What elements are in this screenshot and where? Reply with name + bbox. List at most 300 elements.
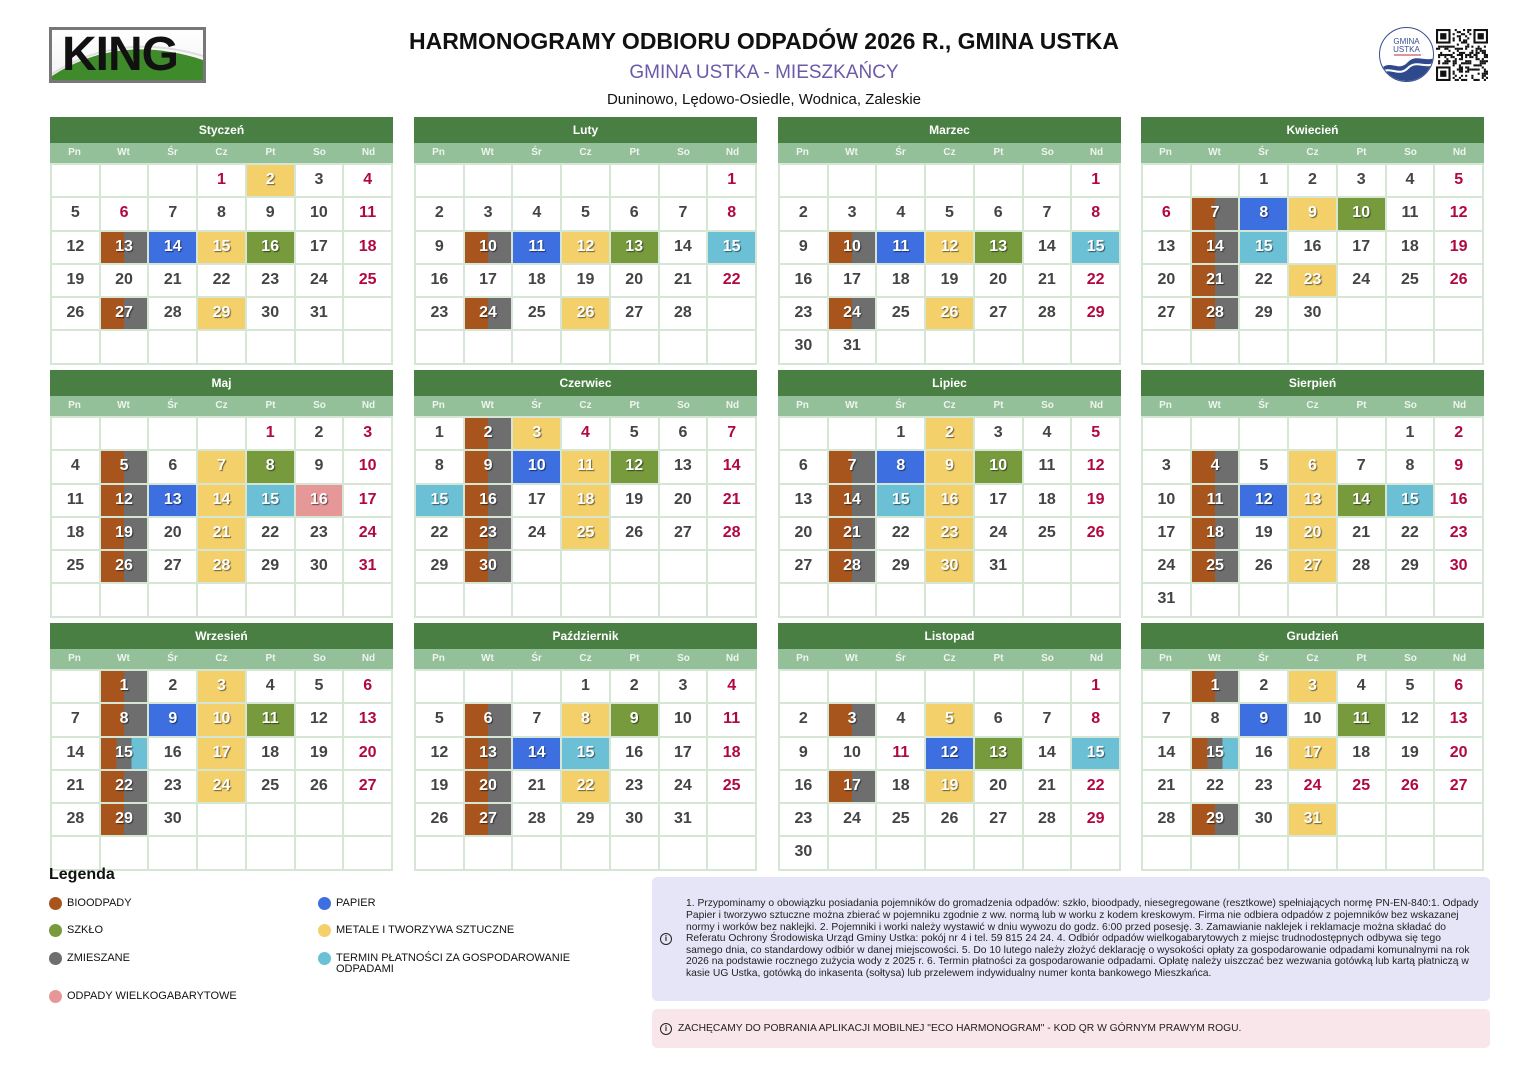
legend-item-plastic <box>318 925 596 937</box>
legend-item-bulky <box>49 991 327 1003</box>
day-cell <box>926 298 973 329</box>
weekday-label: Pt <box>993 653 1004 664</box>
day-cell <box>829 551 876 582</box>
day-number: 31 <box>674 810 692 828</box>
empty-cell <box>1338 298 1385 329</box>
day-cell <box>1289 771 1336 802</box>
weekday-header <box>414 143 757 163</box>
day-number: 15 <box>430 490 449 508</box>
day-number: 21 <box>1038 776 1056 794</box>
day-cell <box>1289 804 1336 835</box>
day-cell <box>149 771 196 802</box>
day-cell <box>247 771 294 802</box>
weekday-label: Wt <box>1208 147 1221 158</box>
day-number: 8 <box>434 457 444 475</box>
day-cell <box>1289 451 1336 482</box>
day-cell <box>877 518 924 549</box>
empty-cell <box>465 837 512 868</box>
day-cell <box>149 551 196 582</box>
empty-cell <box>1192 837 1239 868</box>
day-cell <box>1143 518 1190 549</box>
empty-cell <box>877 584 924 615</box>
day-cell <box>975 518 1022 549</box>
day-number: 8 <box>1259 204 1269 222</box>
weekday-label: Wt <box>481 147 494 158</box>
day-cell <box>198 771 245 802</box>
day-number: 8 <box>217 204 226 222</box>
day-cell <box>708 771 755 802</box>
day-number: 10 <box>358 457 377 475</box>
day-number: 16 <box>1449 490 1468 508</box>
day-cell <box>296 671 343 702</box>
day-number: 9 <box>265 204 275 222</box>
day-number: 23 <box>1303 270 1322 288</box>
king-logo-text: KING <box>62 28 178 81</box>
day-number: 25 <box>1401 270 1419 288</box>
day-number: 23 <box>940 523 959 541</box>
day-cell <box>1072 671 1119 702</box>
day-number: 1 <box>1259 171 1269 188</box>
day-number: 21 <box>527 776 546 794</box>
day-cell <box>1024 198 1071 229</box>
day-cell <box>416 485 463 516</box>
empty-cell <box>1024 331 1071 362</box>
day-number: 10 <box>843 743 861 761</box>
day-cell <box>1024 804 1071 835</box>
empty-cell <box>1435 298 1482 329</box>
day-cell <box>513 265 560 296</box>
day-cell <box>52 771 99 802</box>
day-cell <box>877 485 924 516</box>
day-number: 30 <box>163 810 182 828</box>
empty-cell <box>780 418 827 449</box>
day-number: 23 <box>794 810 813 828</box>
day-number: 7 <box>532 710 542 728</box>
day-cell <box>780 331 827 362</box>
empty-cell <box>708 804 755 835</box>
empty-cell <box>562 331 609 362</box>
day-cell <box>562 738 609 769</box>
weekday-label: Cz <box>943 653 956 664</box>
empty-cell <box>611 551 658 582</box>
day-number: 26 <box>115 557 133 575</box>
month-title: Listopad <box>778 623 1121 649</box>
day-number: 1 <box>1210 677 1220 694</box>
empty-cell <box>1289 584 1336 615</box>
day-number: 6 <box>1308 457 1317 475</box>
day-number: 15 <box>722 237 741 255</box>
qr-code-icon[interactable] <box>1436 29 1488 81</box>
day-cell <box>1240 551 1287 582</box>
day-cell <box>1192 232 1239 263</box>
day-cell <box>198 704 245 735</box>
day-cell <box>708 738 755 769</box>
empty-cell <box>1072 584 1119 615</box>
day-number: 25 <box>261 776 280 794</box>
day-cell <box>1240 671 1287 702</box>
day-grid <box>1141 163 1484 365</box>
empty-cell <box>344 584 391 615</box>
day-number: 18 <box>527 270 546 288</box>
empty-cell <box>1143 331 1190 362</box>
day-grid <box>50 416 393 618</box>
legend-dot-icon <box>49 897 62 910</box>
day-number: 25 <box>1038 523 1056 541</box>
weekday-label: So <box>313 400 326 411</box>
weekday-label: Nd <box>725 400 740 411</box>
day-number: 12 <box>940 237 959 255</box>
weekday-label: Nd <box>361 147 376 158</box>
day-cell <box>296 738 343 769</box>
day-number: 21 <box>674 270 692 288</box>
day-number: 5 <box>1405 677 1415 694</box>
empty-cell <box>1338 837 1385 868</box>
day-number: 6 <box>798 457 808 475</box>
weekday-label: Cz <box>579 147 592 158</box>
weekday-label: So <box>1041 653 1054 664</box>
day-number: 21 <box>1038 270 1056 288</box>
empty-cell <box>513 165 560 196</box>
day-cell <box>465 298 512 329</box>
day-number: 26 <box>430 810 449 828</box>
day-cell <box>344 771 391 802</box>
day-number: 12 <box>1254 490 1273 508</box>
day-number: 25 <box>891 810 910 828</box>
day-number: 4 <box>532 204 542 222</box>
day-number: 6 <box>993 204 1003 222</box>
day-cell <box>344 551 391 582</box>
day-number: 22 <box>722 270 741 288</box>
day-number: 28 <box>66 810 85 828</box>
day-cell <box>1143 451 1190 482</box>
day-number: 28 <box>843 557 861 575</box>
weekday-label: So <box>677 400 690 411</box>
day-number: 6 <box>993 710 1003 728</box>
weekday-label: Wt <box>845 400 858 411</box>
day-cell <box>1192 738 1239 769</box>
day-number: 1 <box>896 424 906 441</box>
empty-cell <box>780 671 827 702</box>
day-number: 12 <box>1401 710 1419 728</box>
day-cell <box>1143 485 1190 516</box>
day-cell <box>149 298 196 329</box>
day-number: 8 <box>896 457 906 475</box>
day-cell <box>611 265 658 296</box>
empty-cell <box>829 584 876 615</box>
day-cell <box>660 771 707 802</box>
day-number: 25 <box>891 304 910 322</box>
day-number: 16 <box>479 490 497 508</box>
empty-cell <box>101 837 148 868</box>
day-cell <box>660 418 707 449</box>
day-cell <box>416 771 463 802</box>
day-number: 4 <box>727 677 737 694</box>
day-cell <box>611 232 658 263</box>
day-cell <box>926 704 973 735</box>
weekday-label: Pt <box>1356 653 1367 664</box>
day-number: 20 <box>1303 523 1322 541</box>
weekday-label: Śr <box>531 653 542 664</box>
legend-label: TERMIN PŁATNOŚCI ZA GOSPODAROWANIE ODPADAMI <box>336 952 571 975</box>
day-cell <box>1143 584 1190 615</box>
day-cell <box>416 298 463 329</box>
day-number: 21 <box>1352 523 1371 541</box>
empty-cell <box>149 331 196 362</box>
day-cell <box>1240 518 1287 549</box>
day-number: 2 <box>1308 171 1317 188</box>
weekday-label: Pt <box>265 653 276 664</box>
day-cell <box>1387 518 1434 549</box>
day-cell <box>416 704 463 735</box>
weekday-label: Nd <box>725 147 740 158</box>
empty-cell <box>1143 165 1190 196</box>
day-cell <box>344 451 391 482</box>
info-icon: i <box>660 933 672 945</box>
day-cell <box>1072 804 1119 835</box>
day-cell <box>708 232 755 263</box>
day-number: 15 <box>115 743 133 761</box>
weekday-label: Cz <box>579 653 592 664</box>
weekday-header <box>1141 396 1484 416</box>
day-cell <box>52 298 99 329</box>
day-cell <box>1387 198 1434 229</box>
day-cell <box>1240 198 1287 229</box>
day-number: 6 <box>1161 204 1171 222</box>
day-cell <box>1072 165 1119 196</box>
empty-cell <box>926 165 973 196</box>
empty-cell <box>465 584 512 615</box>
day-cell <box>198 671 245 702</box>
day-cell <box>1024 265 1071 296</box>
day-cell <box>975 485 1022 516</box>
day-number: 18 <box>1401 237 1419 255</box>
weekday-header <box>50 143 393 163</box>
day-number: 30 <box>1254 810 1273 828</box>
day-number: 18 <box>261 743 280 761</box>
empty-cell <box>660 165 707 196</box>
day-cell <box>562 704 609 735</box>
day-number: 30 <box>794 843 813 861</box>
day-number: 23 <box>625 776 644 794</box>
legend-label: PAPIER <box>336 897 376 909</box>
day-number: 28 <box>1157 810 1176 828</box>
day-number: 14 <box>1352 490 1371 508</box>
day-cell <box>780 771 827 802</box>
day-number: 25 <box>66 557 85 575</box>
day-number: 21 <box>722 490 741 508</box>
day-number: 5 <box>70 204 80 222</box>
day-cell <box>1289 551 1336 582</box>
day-number: 10 <box>1352 204 1371 222</box>
day-cell <box>1143 771 1190 802</box>
month-calendar <box>1141 117 1484 365</box>
empty-cell <box>562 551 609 582</box>
day-number: 27 <box>115 304 133 322</box>
day-number: 12 <box>115 490 133 508</box>
weekday-label: Cz <box>579 400 592 411</box>
day-number: 29 <box>891 557 910 575</box>
day-cell <box>660 518 707 549</box>
day-cell <box>829 198 876 229</box>
legend-dot-icon <box>318 897 331 910</box>
empty-cell <box>1387 837 1434 868</box>
day-number: 25 <box>527 304 546 322</box>
day-number: 1 <box>119 677 129 694</box>
day-cell <box>1240 485 1287 516</box>
weekday-label: Wt <box>481 653 494 664</box>
empty-cell <box>1192 418 1239 449</box>
day-number: 31 <box>310 304 328 322</box>
day-number: 30 <box>1303 304 1322 322</box>
empty-cell <box>416 584 463 615</box>
empty-cell <box>149 165 196 196</box>
empty-cell <box>1192 584 1239 615</box>
day-cell <box>1338 518 1385 549</box>
empty-cell <box>877 837 924 868</box>
day-cell <box>1072 451 1119 482</box>
day-cell <box>829 485 876 516</box>
day-number: 9 <box>314 457 324 475</box>
day-number: 10 <box>479 237 497 255</box>
empty-cell <box>513 584 560 615</box>
day-cell <box>829 518 876 549</box>
legend-item-paper <box>318 898 596 910</box>
day-cell <box>344 165 391 196</box>
day-cell <box>708 198 755 229</box>
day-grid <box>778 416 1121 618</box>
day-cell <box>1289 704 1336 735</box>
day-number: 2 <box>1259 677 1269 694</box>
empty-cell <box>101 584 148 615</box>
day-number: 10 <box>310 204 328 222</box>
day-cell <box>926 418 973 449</box>
empty-cell <box>708 331 755 362</box>
day-cell <box>513 232 560 263</box>
empty-cell <box>660 331 707 362</box>
day-number: 3 <box>532 424 542 441</box>
day-number: 11 <box>1206 490 1224 508</box>
day-cell <box>1338 165 1385 196</box>
day-number: 2 <box>434 204 444 222</box>
day-number: 24 <box>358 523 377 541</box>
weekday-header <box>414 649 757 669</box>
promo-text: ZACHĘCAMY DO POBRANIA APLIKACJI MOBILNEJ "ECO HARMONOGRAM" - KOD QR W GÓRNYM PRAWYM ROGU. <box>678 1023 1242 1034</box>
day-cell <box>975 298 1022 329</box>
legend-label: SZKŁO <box>67 924 104 936</box>
empty-cell <box>1338 584 1385 615</box>
weekday-label: Pn <box>796 653 809 664</box>
day-cell <box>465 451 512 482</box>
empty-cell <box>296 584 343 615</box>
weekday-label: Pn <box>68 400 81 411</box>
day-number: 17 <box>1157 523 1176 541</box>
day-cell <box>975 704 1022 735</box>
empty-cell <box>611 331 658 362</box>
day-cell <box>1338 265 1385 296</box>
day-cell <box>247 551 294 582</box>
empty-cell <box>344 804 391 835</box>
empty-cell <box>1289 837 1336 868</box>
day-cell <box>513 298 560 329</box>
day-cell <box>247 418 294 449</box>
weekday-label: Pn <box>432 653 445 664</box>
empty-cell <box>1024 671 1071 702</box>
day-cell <box>1387 451 1434 482</box>
day-cell <box>247 165 294 196</box>
day-number: 24 <box>310 270 328 288</box>
empty-cell <box>1435 584 1482 615</box>
day-number: 12 <box>576 237 595 255</box>
day-cell <box>416 232 463 263</box>
day-number: 5 <box>945 710 954 728</box>
day-cell <box>975 451 1022 482</box>
day-number: 11 <box>892 237 910 255</box>
day-number: 15 <box>1254 237 1273 255</box>
day-number: 9 <box>798 743 808 761</box>
empty-cell <box>52 331 99 362</box>
day-cell <box>149 198 196 229</box>
day-number: 10 <box>212 710 231 728</box>
day-cell <box>1387 265 1434 296</box>
day-cell <box>829 265 876 296</box>
empty-cell <box>708 551 755 582</box>
day-cell <box>296 704 343 735</box>
day-number: 10 <box>843 237 861 255</box>
day-number: 13 <box>989 743 1008 761</box>
day-number: 6 <box>363 677 373 694</box>
empty-cell <box>1192 165 1239 196</box>
weekday-header <box>778 649 1121 669</box>
day-grid <box>414 416 757 618</box>
day-cell <box>465 232 512 263</box>
day-cell <box>780 485 827 516</box>
weekday-label: Śr <box>895 147 906 158</box>
empty-cell <box>660 551 707 582</box>
weekday-label: Śr <box>531 400 542 411</box>
day-number: 8 <box>1091 204 1101 222</box>
legend-title: Legenda <box>49 866 115 883</box>
empty-cell <box>198 804 245 835</box>
day-cell <box>101 704 148 735</box>
empty-cell <box>562 837 609 868</box>
day-cell <box>562 265 609 296</box>
day-cell <box>562 451 609 482</box>
day-cell <box>829 298 876 329</box>
day-number: 7 <box>1356 457 1366 475</box>
notes-box <box>652 877 1490 1001</box>
day-number: 13 <box>1449 710 1468 728</box>
empty-cell <box>1072 837 1119 868</box>
legend-item-mixed <box>49 953 327 965</box>
empty-cell <box>1338 331 1385 362</box>
day-cell <box>344 671 391 702</box>
day-cell <box>247 518 294 549</box>
day-cell <box>562 232 609 263</box>
day-cell <box>198 738 245 769</box>
day-cell <box>829 331 876 362</box>
promo-box <box>652 1009 1490 1048</box>
day-cell <box>780 551 827 582</box>
day-cell <box>247 704 294 735</box>
gmina-logo-text-1: GMINA <box>1393 37 1420 46</box>
empty-cell <box>926 331 973 362</box>
day-number: 3 <box>993 424 1003 441</box>
day-cell <box>247 485 294 516</box>
page-title: HARMONOGRAMY ODBIORU ODPADÓW 2026 R., GMINA USTKA <box>408 28 1120 54</box>
day-number: 13 <box>625 237 644 255</box>
day-cell <box>247 671 294 702</box>
day-cell <box>975 198 1022 229</box>
